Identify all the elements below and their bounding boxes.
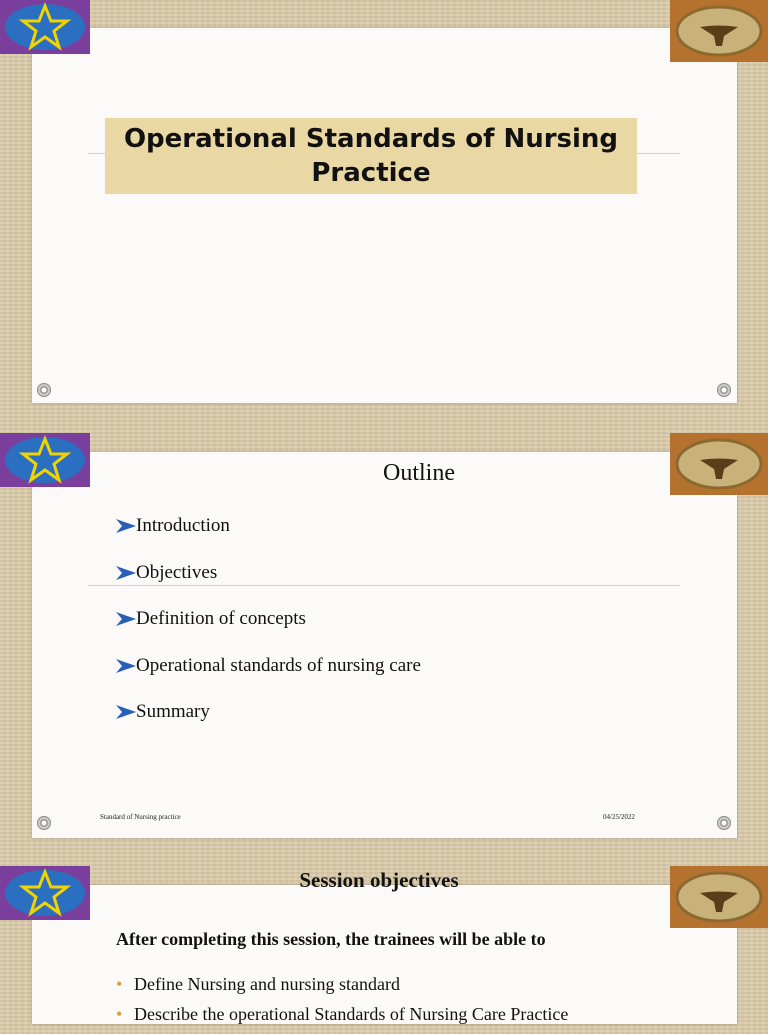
slide-footer-label: Standard of Nursing practice	[100, 813, 181, 821]
slide-title: Operational Standards of Nursing Practice	[105, 118, 637, 194]
outline-item-label: Summary	[136, 701, 210, 722]
screw-icon	[37, 383, 51, 397]
list-item	[116, 974, 568, 1004]
nursing-lamp-emblem-icon	[670, 0, 768, 62]
screw-icon	[37, 816, 51, 830]
slide-title: Outline	[383, 460, 455, 486]
outline-item-label: Objectives	[136, 561, 218, 583]
list-item	[116, 608, 421, 655]
outline-item-label: Operational standards of nursing care	[136, 654, 421, 676]
screw-icon	[717, 383, 731, 397]
objective-list	[116, 974, 568, 1034]
slide-date: 04/25/2022	[603, 813, 635, 821]
bullet-dot-icon: •	[116, 1004, 123, 1024]
outline-list	[116, 515, 421, 748]
list-item	[116, 562, 421, 609]
blue-arrow-icon	[116, 611, 136, 627]
blue-arrow-icon	[116, 658, 136, 674]
bullet-dot-icon: •	[116, 974, 123, 994]
blue-arrow-icon	[116, 565, 136, 581]
outline-item-label: Introduction	[136, 515, 230, 536]
objective-label: Define Nursing and nursing standard	[134, 974, 400, 994]
blue-arrow-icon	[116, 518, 136, 534]
list-item	[116, 515, 421, 562]
lead-text: After completing this session, the trainees will be able to	[116, 929, 546, 949]
outline-item-label: Definition of concepts	[136, 608, 306, 629]
slide-title: Session objectives	[299, 868, 459, 892]
blue-arrow-icon	[116, 704, 136, 720]
list-item	[116, 1004, 568, 1034]
slide-1-card	[32, 28, 737, 403]
list-item	[116, 701, 421, 748]
list-item	[116, 655, 421, 702]
objective-label: Describe the operational Standards of Nursing Care Practice	[134, 1004, 569, 1024]
screw-icon	[717, 816, 731, 830]
star-emblem-icon	[0, 0, 90, 54]
